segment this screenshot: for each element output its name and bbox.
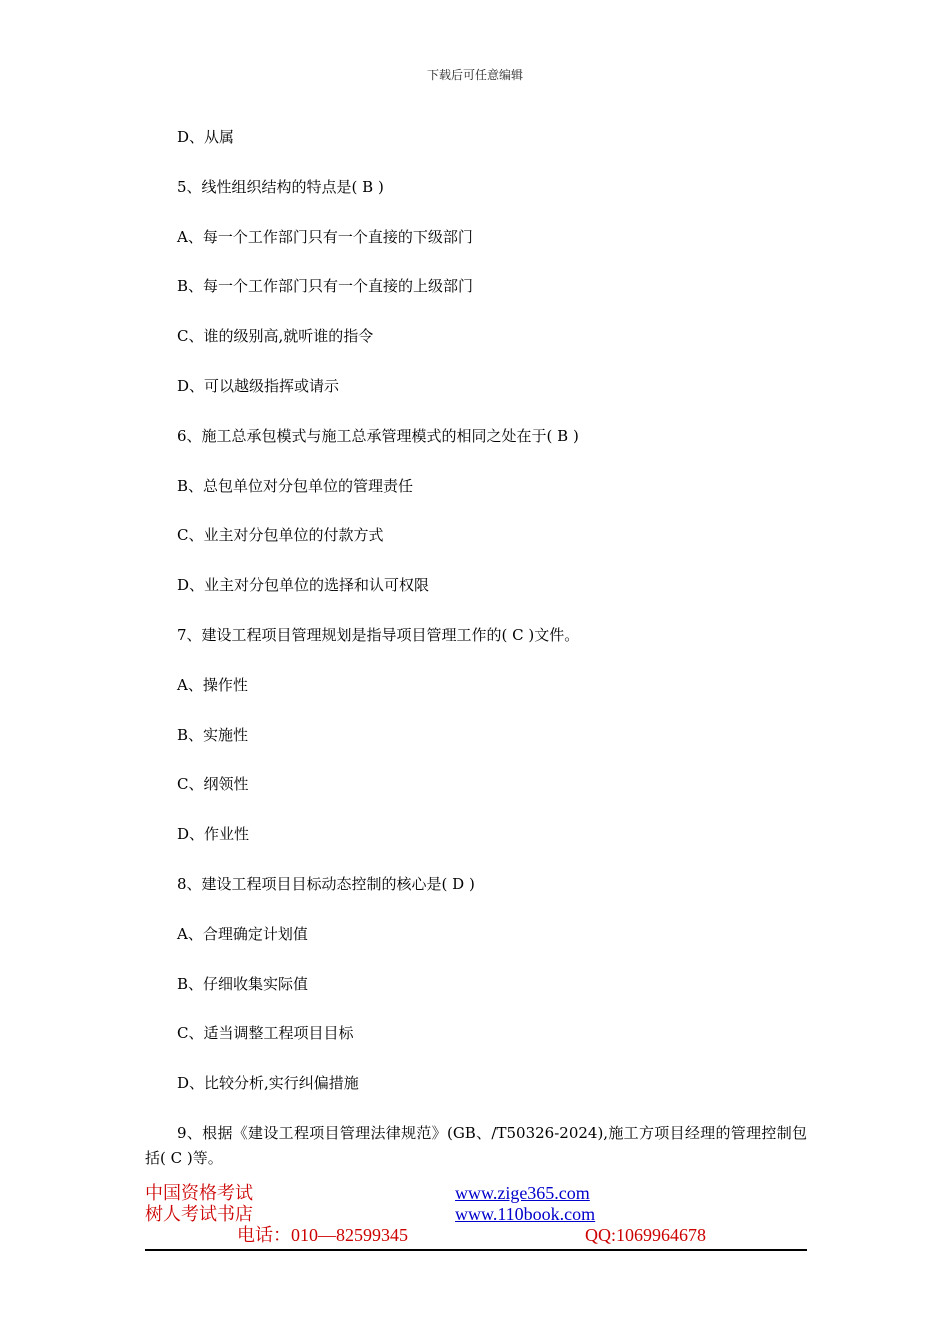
footer-qq: QQ:1069964678 <box>585 1225 706 1245</box>
footer-link-110book[interactable]: www.110book.com <box>455 1204 596 1224</box>
option-line: D、比较分析,实行纠偏措施 <box>177 1074 359 1093</box>
question-line: 6、施工总承包模式与施工总承管理模式的相同之处在于( B ) <box>177 426 579 445</box>
footer-store-name: 树人考试书店 <box>145 1204 253 1224</box>
option-line: B、每一个工作部门只有一个直接的上级部门 <box>177 277 474 296</box>
footer <box>145 1181 807 1251</box>
footer-phone: 电话：010—82599345 <box>237 1225 408 1245</box>
option-line: D、可以越级指挥或请示 <box>177 376 340 395</box>
option-line: B、仔细收集实际值 <box>177 974 309 993</box>
question-line: 7、建设工程项目管理规划是指导项目管理工作的( C )文件。 <box>177 625 580 644</box>
question-line: 8、建设工程项目目标动态控制的核心是( D ) <box>177 874 475 893</box>
option-line: C、纲领性 <box>177 775 249 794</box>
option-line: D、业主对分包单位的选择和认可权限 <box>177 576 430 595</box>
option-line: B、总包单位对分包单位的管理责任 <box>177 476 414 495</box>
header-note: 下载后可任意编辑 <box>426 68 523 82</box>
footer-link-zige365[interactable]: www.zige365.com <box>455 1183 590 1203</box>
option-line: B、实施性 <box>177 725 249 744</box>
document-body <box>145 122 807 1171</box>
question-paragraph: 9、根据《建设工程项目管理法律规范》(GB、/T50326-2024),施工方项目经理的管理控制包括( C )等。 <box>145 1123 807 1167</box>
option-line: A、合理确定计划值 <box>177 924 308 943</box>
option-line: D、从属 <box>177 128 235 146</box>
option-line: A、每一个工作部门只有一个直接的下级部门 <box>177 227 473 246</box>
footer-site-name: 中国资格考试 <box>145 1183 253 1203</box>
question-line: 5、线性组织结构的特点是( B ) <box>177 177 384 196</box>
option-line: A、操作性 <box>177 675 248 694</box>
option-line: C、谁的级别高,就听谁的指令 <box>177 327 374 346</box>
option-line: C、业主对分包单位的付款方式 <box>177 526 384 545</box>
option-line: C、适当调整工程项目目标 <box>177 1024 354 1043</box>
option-line: D、作业性 <box>177 825 250 844</box>
